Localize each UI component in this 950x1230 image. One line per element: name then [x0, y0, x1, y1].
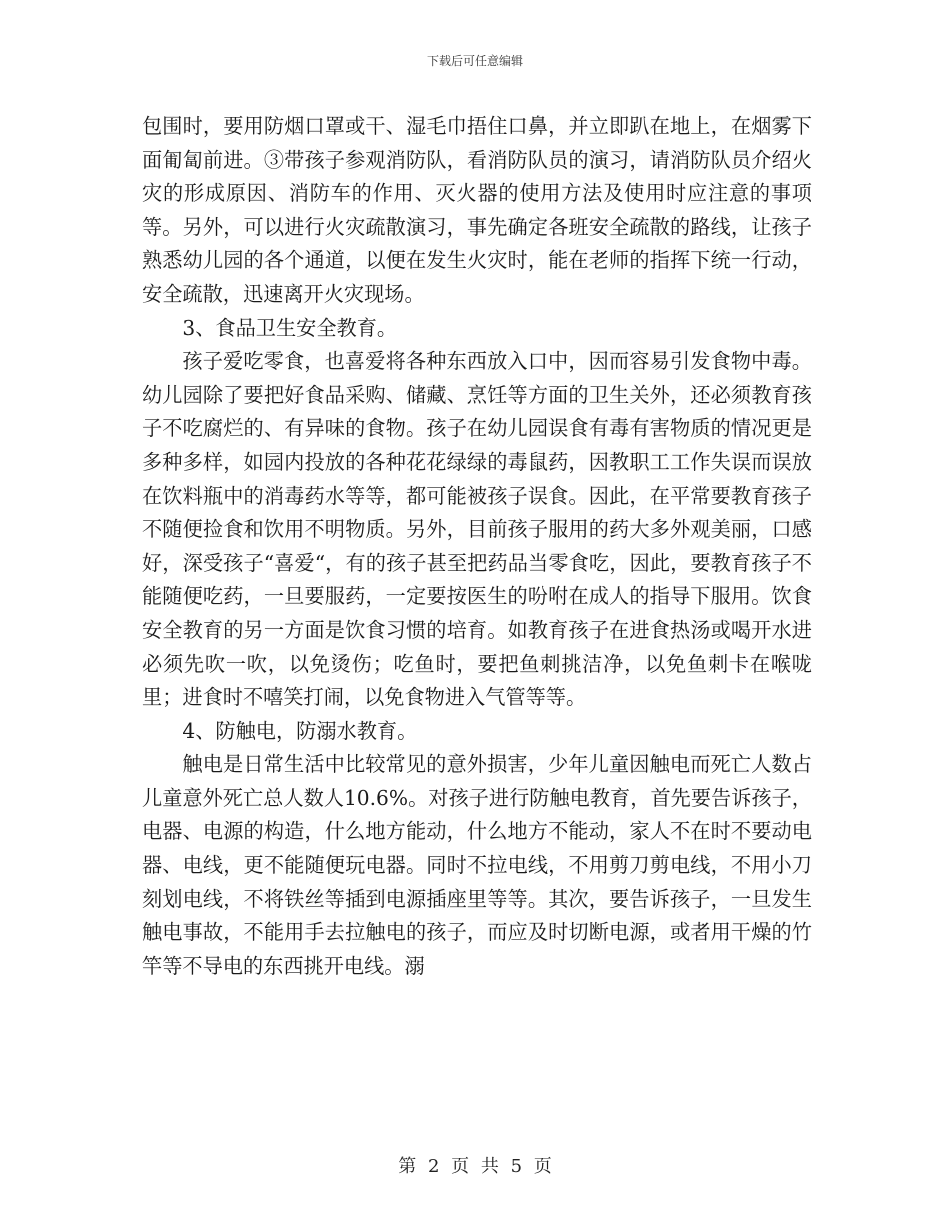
section-heading-electric-water-safety: 4、防触电，防溺水教育。	[182, 718, 418, 743]
paragraph-continuation: 包围时，要用防烟口罩或干、湿毛巾捂住口鼻，并立即趴在地上，在烟雾下面匍匐前进。③带孩子参观消防队，看消防队员的演习，请消防队员介绍火灾的形成原因、消防车的作用、灭火器的使用方法及使用时应注意的事项等。另外，可以进行火灾疏散演习，事先确定各班安全疏散的路线，让孩子熟悉幼儿园的各个通道，以便在发生火灾时，能在老师的指挥下统一行动，安全疏散，迅速离开火灾现场。	[142, 114, 812, 306]
paragraph-electric-safety: 触电是日常生活中比较常见的意外损害，少年儿童因触电而死亡人数占儿童意外死亡总人数人10.6%。对孩子进行防触电教育，首先要告诉孩子，电器、电源的构造，什么地方能动，什么地方不能动，家人不在时不要动电器、电线，更不能随便玩电器。同时不拉电线，不用剪刀剪电线，不用小刀刻划电线，不将铁丝等插到电源插座里等等。其次，要告诉孩子，一旦发生触电事故，不能用手去拉触电的孩子，而应及时切断电源，或者用干燥的竹竿等不导电的东西挑开电线。溺	[142, 752, 812, 978]
paragraph-food-safety: 孩子爱吃零食，也喜爱将各种东西放入口中，因而容易引发食物中毒。幼儿园除了要把好食品采购、储藏、烹饪等方面的卫生关外，还必须教育孩子不吃腐烂的、有异味的食物。孩子在幼儿园误食有毒有害物质的情况更是多种多样，如园内投放的各种花花绿绿的毒鼠药，因教职工工作失误而误放在饮料瓶中的消毒药水等等，都可能被孩子误食。因此，在平常要教育孩子不随便捡食和饮用不明物质。另外，目前孩子服用的药大多外观美丽，口感好，深受孩子“喜爱“，有的孩子甚至把药品当零食吃，因此，要教育孩子不能随便吃药，一旦要服药，一定要按医生的吩咐在成人的指导下服用。饮食安全教育的另一方面是饮食习惯的培育。如教育孩子在进食热汤或喝开水进必须先吹一吹，以免烫伤；吃鱼时，要把鱼刺挑洁净，以免鱼刺卡在喉咙里；进食时不嘻笑打闹，以免食物进入气管等等。	[142, 349, 812, 710]
section-heading-food-safety: 3、食品卫生安全教育。	[182, 315, 398, 340]
document-body	[142, 110, 812, 983]
header-note: 下载后可任意编辑	[426, 54, 523, 68]
page-number-footer: 第 2 页 共 5 页	[398, 1156, 552, 1177]
